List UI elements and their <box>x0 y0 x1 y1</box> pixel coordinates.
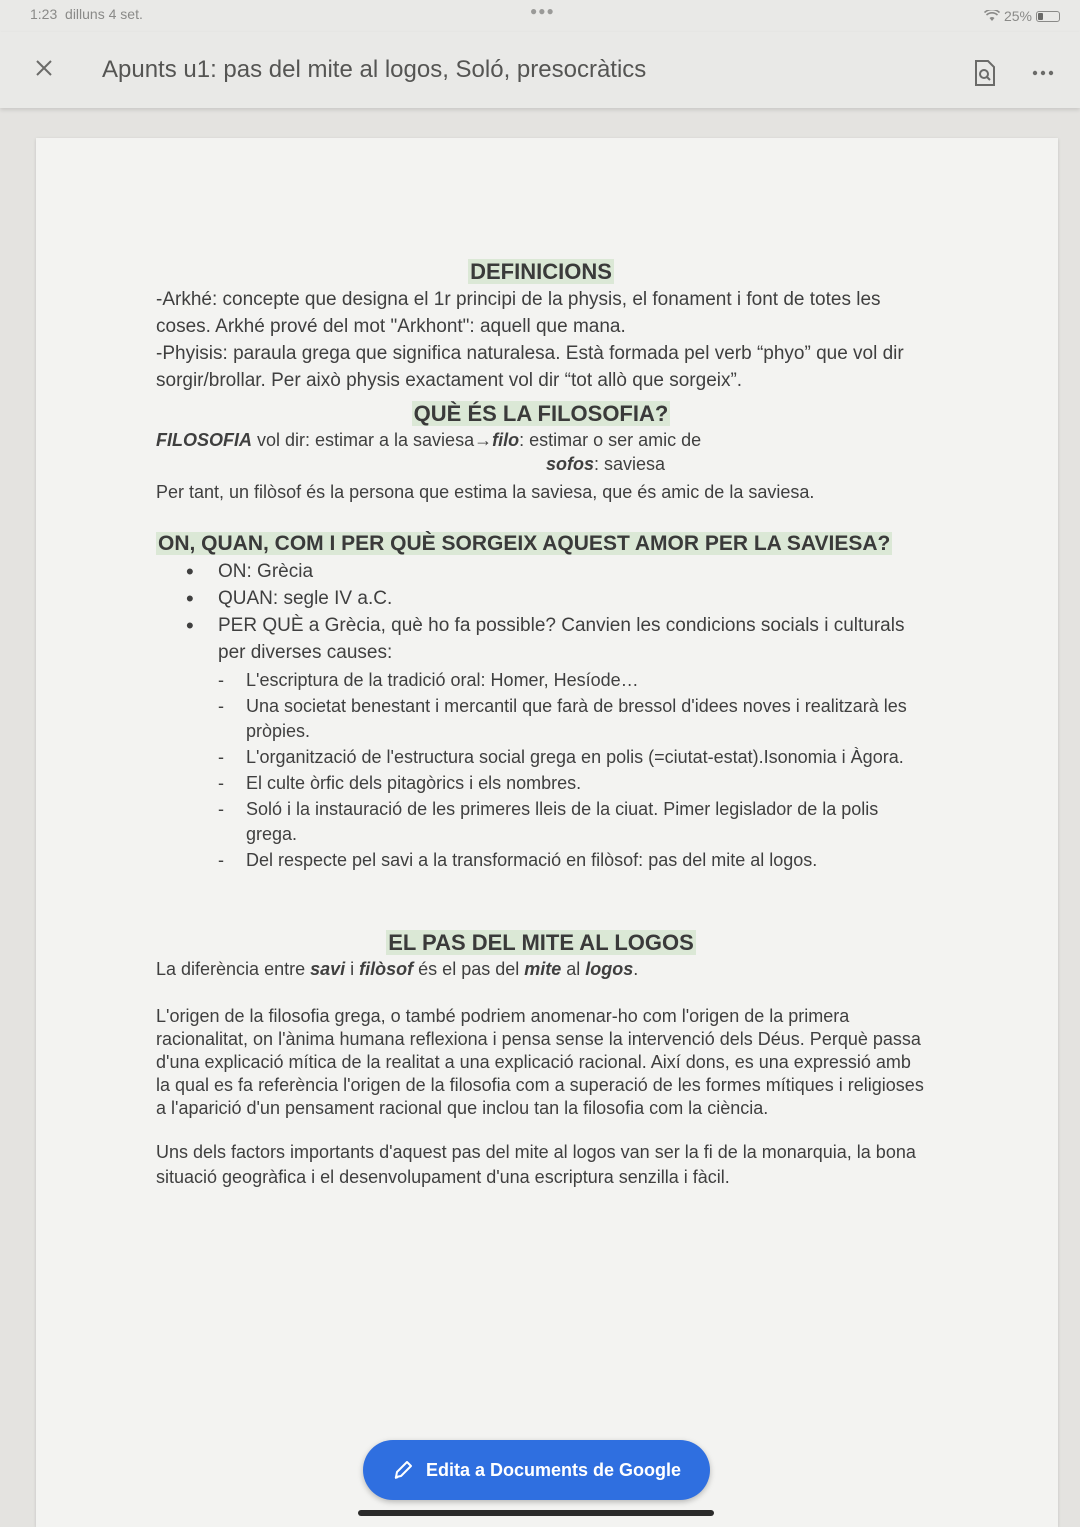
status-time-date <box>30 6 143 22</box>
status-date: dilluns 4 set. <box>65 6 143 22</box>
list-item: - Del respecte pel savi a la transformació en filòsof: pas del mite al logos. <box>218 848 926 873</box>
logos-paragraph-1: L'origen de la filosofia grega, o també podriem anomenar-ho com l'origen de la primera racionalitat, on l'ànima humana reflexiona i pensa sense la intervenció dels Déus. Perquè passa d'una explicació mítica de la realitat a una explicació racional. Així dons, es una expressió amb la qual es fa referència l'origen de la filosofia com a superació de les formes mítiques i religioses a l'aparició d'un pensament racional que inclou tan la filosofia com la ciència. <box>156 1006 924 1118</box>
document-page[interactable] <box>36 138 1058 1527</box>
status-time: 1:23 <box>30 6 58 22</box>
definitions-heading: DEFINICIONS <box>470 259 612 284</box>
philosophy-sofos: sofos: saviesa <box>546 454 666 474</box>
philosophy-conclusion: Per tant, un filòsof és la persona que estima la saviesa, que és amic de la saviesa. <box>156 482 815 502</box>
home-indicator[interactable] <box>358 1510 714 1516</box>
pencil-icon <box>392 1459 414 1481</box>
causes-list <box>156 668 926 873</box>
close-icon <box>34 58 54 78</box>
philosophy-definition: FILOSOFIA vol dir: estimar a la saviesa→filo: estimar o ser amic de <box>156 430 702 450</box>
list-item: - Una societat benestant i mercantil que farà de bressol d'idees noves i realitzarà les pròpies. <box>218 694 926 744</box>
logos-heading: EL PAS DEL MITE AL LOGOS <box>388 930 694 955</box>
wifi-icon <box>984 10 1000 22</box>
list-item: - L'escriptura de la tradició oral: Homer, Hesíode… <box>218 668 926 693</box>
list-item: • PER QUÈ a Grècia, què ho fa possible? Canvien les condicions socials i culturals per diverses causes: <box>186 612 926 666</box>
logos-paragraph-2: Uns dels factors importants d'aquest pas del mite al logos van ser la fi de la monarquia, la bona situació geogràfica i el desenvolupament d'una escriptura senzilla i fàcil. <box>156 1142 916 1187</box>
multitask-dots-icon[interactable]: ●●● <box>530 4 555 18</box>
toolbar <box>0 32 1080 108</box>
battery-percent: 25% <box>1003 8 1032 24</box>
definition-physis: -Phyisis: paraula grega que significa naturalesa. Està formada pel verb “phyo” que vol dir sorgir/brollar. Per això physis exactament vol dir “tot allò que sorgeix”. <box>156 343 904 391</box>
document-body <box>156 258 926 1190</box>
logos-intro: La diferència entre savi i filòsof és el pas del mite al logos. <box>156 959 639 979</box>
list-item: • QUAN: segle IV a.C. <box>186 585 926 612</box>
battery-icon <box>1036 11 1060 22</box>
more-options-button[interactable] <box>1028 58 1058 88</box>
edit-in-google-docs-button[interactable] <box>363 1440 710 1500</box>
list-item: - L'organització de l'estructura social grega en polis (=ciutat-estat).Isonomia i Àgora. <box>218 745 926 770</box>
status-indicators <box>984 8 1060 24</box>
origin-heading: ON, QUAN, COM I PER QUÈ SORGEIX AQUEST AMOR PER LA SAVIESA? <box>158 532 891 555</box>
status-bar <box>0 0 1080 32</box>
more-horizontal-icon <box>1032 70 1054 76</box>
list-item: - Soló i la instauració de les primeres lleis de la ciuat. Pimer legislador de la polis grega. <box>218 797 926 847</box>
origin-bullet-list <box>156 558 926 666</box>
edit-button-label: Edita a Documents de Google <box>425 1459 682 1480</box>
document-title: Apunts u1: pas del mite al logos, Soló, presocràtics <box>102 56 647 83</box>
battery-fill <box>1038 13 1043 20</box>
find-in-document-button[interactable] <box>972 58 998 88</box>
find-in-page-icon <box>974 60 996 86</box>
close-button[interactable] <box>26 50 62 86</box>
list-item: - El culte òrfic dels pitagòrics i els nombres. <box>218 771 926 796</box>
philosophy-heading: QUÈ ÉS LA FILOSOFIA? <box>413 401 669 426</box>
list-item: • ON: Grècia <box>186 558 926 585</box>
definition-arkhe: -Arkhé: concepte que designa el 1r principi de la physis, el fonament i font de totes les coses. Arkhé prové del mot "Arkhont": aquell que mana. <box>156 289 881 337</box>
